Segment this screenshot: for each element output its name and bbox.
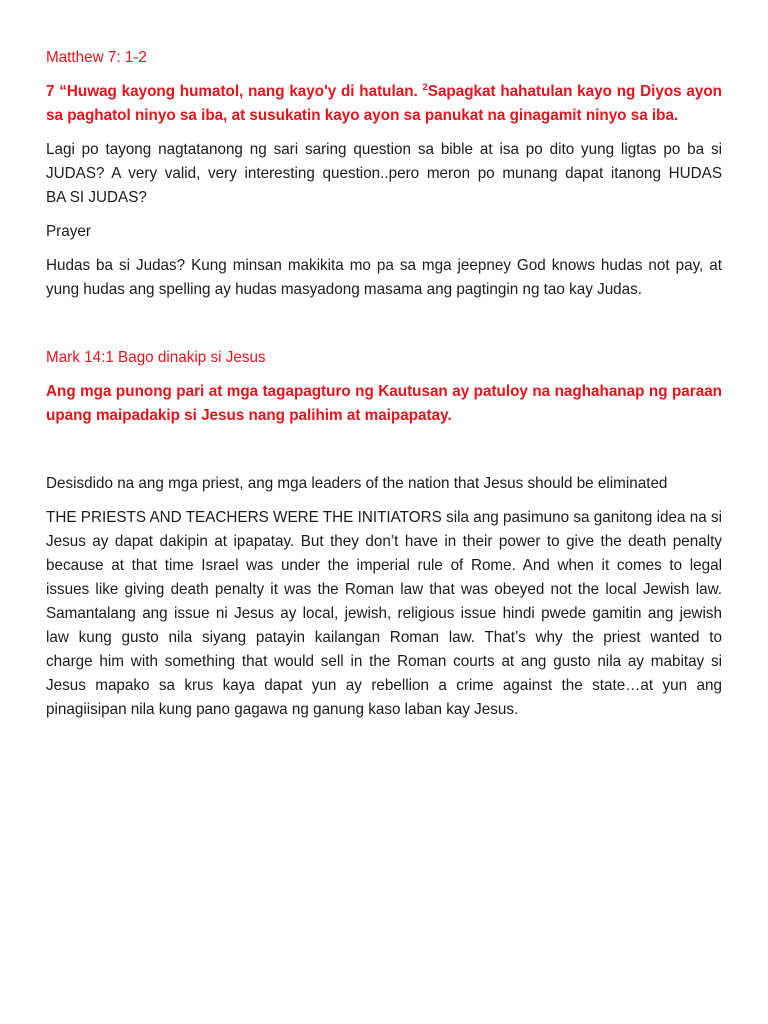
verse-line: Ang mga punong pari at mga tagapagturo ng Kautusan ay patuloy na naghahanap ng paraan (46, 383, 722, 400)
scripture-reference-heading (46, 346, 722, 370)
paragraph-line: Lagi po tayong nagtatanong ng sari saring question sa bible at isa po dito yung ligtas po ba si (46, 141, 722, 158)
scripture-verse-matthew (46, 80, 722, 128)
paragraph-line: charge him with something that would sell in the Roman courts at ang gusto nila ay mabitay si (46, 653, 722, 670)
paragraph-line: pinagiisipan nila kung pano gagawa ng ganung kaso laban kay Jesus. (46, 701, 519, 718)
paragraph-line: issues like giving death penalty it was the Roman law that was obeyed not the local Jewish law. (46, 581, 722, 598)
heading-matthew-reference: Matthew 7: 1-2 (46, 49, 147, 66)
paragraph-line: JUDAS? A very valid, very interesting question..pero meron po munang dapat itanong HUDAS (46, 165, 722, 182)
desisdido-paragraph (46, 472, 722, 496)
intro-paragraph (46, 138, 722, 210)
paragraph-line: Hudas ba si Judas? Kung minsan makikita mo pa sa mga jeepney God knows hudas not pay, at (46, 257, 722, 274)
heading-mark-reference: Mark 14:1 Bago dinakip si Jesus (46, 349, 266, 366)
scripture-reference-heading (46, 46, 722, 70)
verse-line (46, 80, 722, 104)
verse-text: 7 “Huwag kayong humatol, nang kayo'y di hatulan. (46, 83, 423, 100)
paragraph-line: THE PRIESTS AND TEACHERS WERE THE INITIATORS sila ang pasimuno sa ganitong idea na si (46, 509, 722, 526)
hudas-paragraph (46, 254, 722, 302)
verse-line: upang maipadakip si Jesus nang palihim at maipapatay. (46, 407, 452, 424)
scripture-verse-mark (46, 380, 722, 428)
paragraph-line: Jesus mapako sa krus kaya dapat yun ay rebellion a crime against the state…at yun ang (46, 677, 722, 694)
paragraph-line: Samantalang ang issue ni Jesus ay local, jewish, religious issue hindi pwede gamitin ang jewish (46, 605, 722, 622)
prayer-label: Prayer (46, 223, 91, 240)
paragraph-line: Jesus ay dapat dakipin at ipapatay. But they don’t have in their power to give the death penalty (46, 533, 722, 550)
paragraph-line: law kung gusto nila siyang patayin kailangan Roman law. That’s why the priest wanted to (46, 629, 722, 646)
empty-paragraph (46, 312, 722, 336)
verse-number-superscript: 2 (422, 81, 428, 93)
prayer-paragraph (46, 220, 722, 244)
paragraph-line: yung hudas ang spelling ay hudas masyadong masama ang pagtingin ng tao kay Judas. (46, 281, 643, 298)
paragraph-line: Desisdido na ang mga priest, ang mga leaders of the nation that Jesus should be eliminated (46, 475, 668, 492)
initiators-paragraph (46, 506, 722, 722)
empty-paragraph (46, 438, 722, 462)
paragraph-line: BA SI JUDAS? (46, 189, 147, 206)
document-body (46, 46, 722, 722)
verse-text: Sapagkat hahatulan kayo ng Diyos ayon (427, 83, 722, 100)
paragraph-line: because at that time Israel was under the imperial rule of Rome. And when it comes to legal (46, 557, 722, 574)
verse-line: sa paghatol ninyo sa iba, at susukatin kayo ayon sa panukat na ginagamit ninyo sa iba. (46, 107, 679, 124)
